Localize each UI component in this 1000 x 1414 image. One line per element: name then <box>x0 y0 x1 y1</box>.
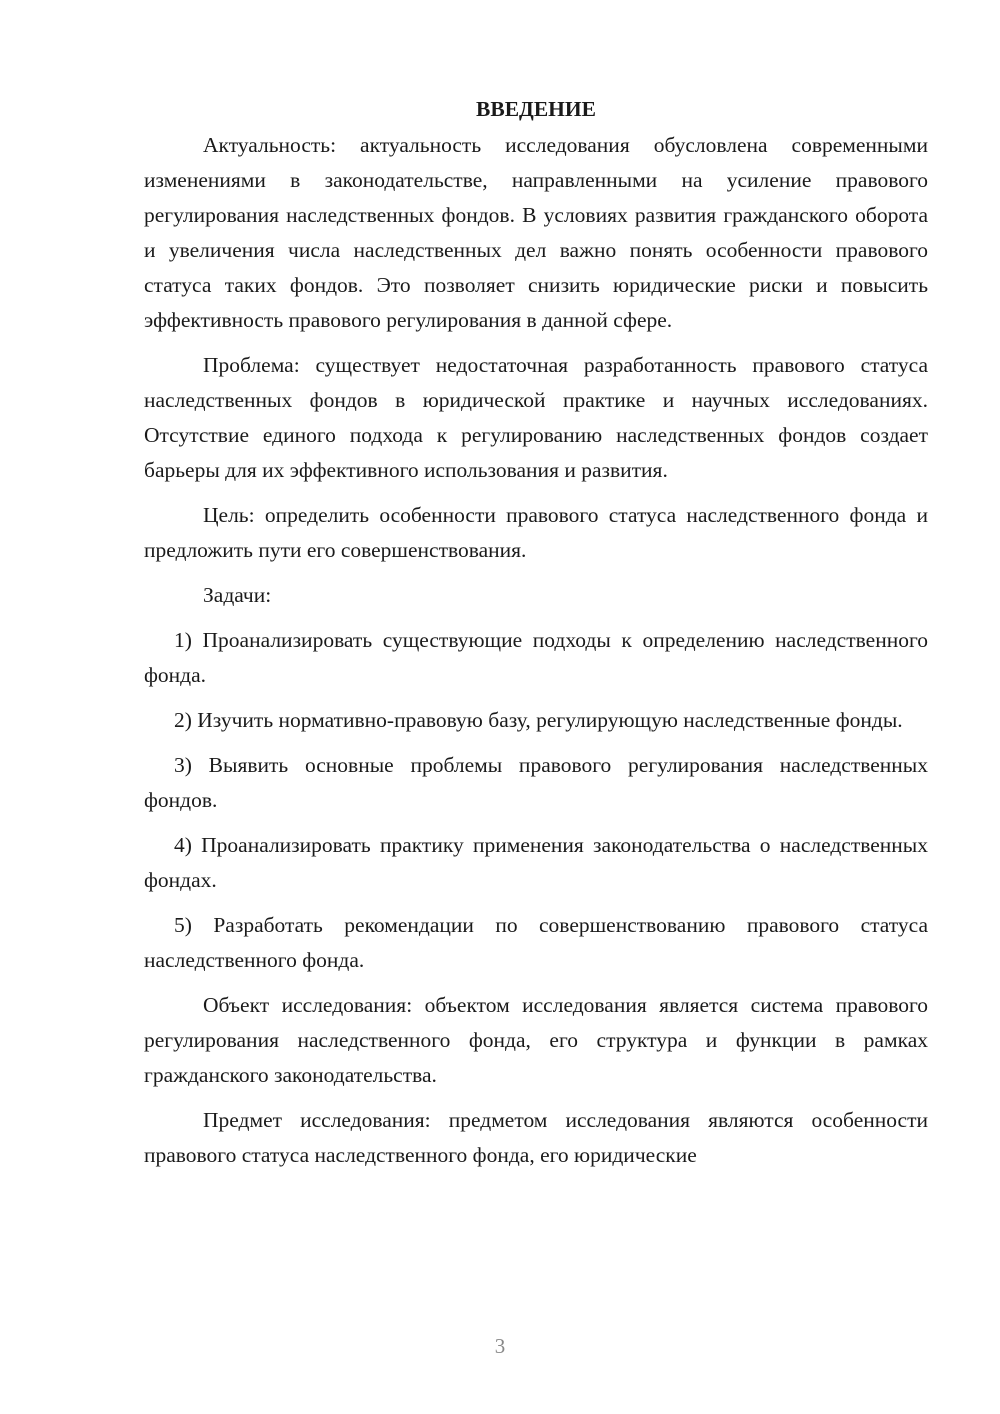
task-item-2: 2) Изучить нормативно-правовую базу, регулирующую наследственные фонды. <box>174 708 903 732</box>
section-title: ВВЕДЕНИЕ <box>476 97 596 121</box>
task-item-1: 1) Проанализировать существующие подходы к определению наследственного фонда. <box>144 628 928 687</box>
task-item-5: 5) Разработать рекомендации по совершенствованию правового статуса наследственного фонда. <box>144 913 928 972</box>
paragraph-goal: Цель: определить особенности правового статуса наследственного фонда и предложить пути его совершенствования. <box>144 503 928 562</box>
paragraph-subject: Предмет исследования: предметом исследования являются особенности правового статуса наследственного фонда, его юридические <box>144 1108 928 1167</box>
task-item-3: 3) Выявить основные проблемы правового регулирования наследственных фондов. <box>144 753 928 812</box>
document-body <box>144 92 928 1183</box>
tasks-heading: Задачи: <box>203 583 272 607</box>
paragraph-object: Объект исследования: объектом исследования является система правового регулирования наследственного фонда, его структура и функции в рамках гражданского законодательства. <box>144 993 928 1087</box>
paragraph-relevance: Актуальность: актуальность исследования обусловлена современными изменениями в законодательстве, направленными на усиление правового регулирования наследственных фондов. В условиях развития гражданского оборота и увеличения числа наследственных дел важно понять особенности правового статуса таких фондов. Это позволяет снизить юридические риски и повысить эффективность правового регулирования в данной сфере. <box>144 133 928 332</box>
page-number: 3 <box>494 1334 506 1358</box>
task-item-4: 4) Проанализировать практику применения законодательства о наследственных фондах. <box>144 833 928 892</box>
paragraph-problem: Проблема: существует недостаточная разработанность правового статуса наследственных фондов в юридической практике и научных исследованиях. Отсутствие единого подхода к регулированию наследственных фондов создает барьеры для их эффективного использования и развития. <box>144 353 928 482</box>
